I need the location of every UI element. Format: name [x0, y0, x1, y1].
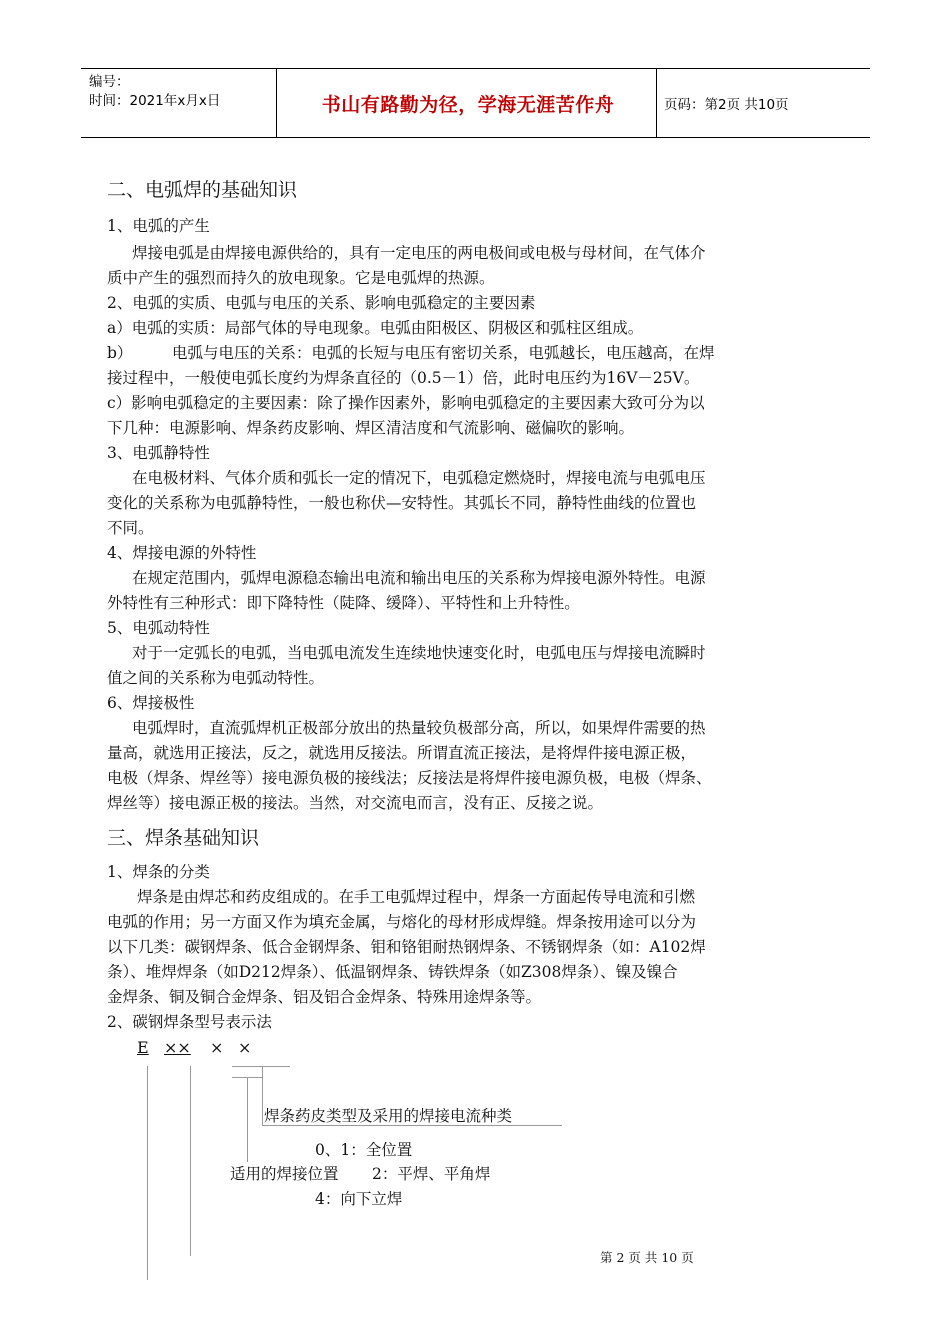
subsection-title: 6、焊接极性	[107, 694, 195, 712]
footer-page-number: 第 2 页 共 10 页	[600, 1250, 694, 1265]
code-strength-digits: ××	[164, 1038, 191, 1057]
subsection-title: 4、焊接电源的外特性	[107, 544, 257, 562]
leader-line	[147, 1066, 148, 1280]
position-label: 适用的焊接位置	[230, 1165, 339, 1183]
paragraph-line: 下几种：电源影响、焊条药皮影响、焊区清洁度和气流影响、磁偏吹的影响。	[107, 419, 635, 437]
section-heading: 二、电弧焊的基础知识	[107, 179, 298, 201]
paragraph-line: 值之间的关系称为电弧动特性。	[107, 669, 325, 687]
paragraph-line: 质中产生的强烈而持久的放电现象。它是电弧焊的热源。	[107, 269, 495, 287]
paragraph-line: 接过程中，一般使电弧长度约为焊条直径的（0.5－1）倍，此时电压约为16V－25V。	[107, 369, 700, 387]
paragraph-line: 变化的关系称为电弧静特性，一般也称伏—安特性。其弧长不同，静特性曲线的位置也	[107, 494, 697, 512]
paragraph-line: 条）、堆焊焊条（如D212焊条）、低温钢焊条、铸铁焊条（如Z308焊条）、镍及镍合	[107, 963, 678, 981]
paragraph-line: 焊丝等）接电源正极的接法。当然，对交流电而言，没有正、反接之说。	[107, 794, 604, 812]
paragraph-line: 电极（焊条、焊丝等）接电源负极的接线法；反接法是将焊件接电源负极，电极（焊条、	[107, 769, 712, 787]
subsection-title: 2、电弧的实质、电弧与电压的关系、影响电弧稳定的主要因素	[107, 294, 536, 312]
header-page-info: 页码：第2页 共10页	[664, 97, 789, 113]
leader-line	[232, 1066, 290, 1067]
paragraph-line: 电弧与电压的关系：电弧的长短与电压有密切关系，电弧越长，电压越高，在焊	[172, 344, 715, 362]
paragraph-line: a）电弧的实质：局部气体的导电现象。电弧由阳极区、阴极区和弧柱区组成。	[107, 319, 644, 337]
leader-line	[247, 1077, 248, 1162]
paragraph-line: 焊接电弧是由焊接电源供给的，具有一定电压的两电极间或电极与母材间，在气体介	[132, 244, 706, 262]
header-table	[81, 68, 870, 138]
header-divider	[276, 69, 277, 137]
paragraph-line: 电弧的作用；另一方面又作为填充金属，与熔化的母材形成焊缝。焊条按用途可以分为	[107, 913, 697, 931]
leader-line	[190, 1066, 191, 1256]
header-meta	[89, 73, 220, 111]
paragraph-line: 量高，就选用正接法，反之，就选用反接法。所谓直流正接法，是将焊件接电源正极，	[107, 744, 697, 762]
code-coating-digit: ×	[238, 1038, 252, 1057]
paragraph-line: 在规定范围内，弧焊电源稳态输出电流和输出电压的关系称为焊接电源外特性。电源	[132, 569, 706, 587]
paragraph-line: c）影响电弧稳定的主要因素：除了操作因素外，影响电弧稳定的主要因素大致可分为以	[107, 394, 705, 412]
leader-line	[262, 1066, 263, 1126]
paragraph-line: 以下几类：碳钢焊条、低合金钢焊条、钼和铬钼耐热钢焊条、不锈钢焊条（如：A102焊	[107, 938, 706, 956]
subsection-title: 5、电弧动特性	[107, 619, 210, 637]
paragraph-line: 焊条是由焊芯和药皮组成的。在手工电弧焊过程中，焊条一方面起传导电流和引燃	[137, 888, 696, 906]
header-motto: 书山有路勤为径，学海无涯苦作舟	[321, 93, 615, 116]
position-code-flat: 2：平焊、平角焊	[372, 1165, 491, 1183]
list-marker: b）	[107, 344, 133, 362]
coating-type-label: 焊条药皮类型及采用的焊接电流种类	[264, 1107, 513, 1125]
position-code-all: 0、1：全位置	[315, 1141, 413, 1159]
paragraph-line: 电弧焊时，直流弧焊机正极部分放出的热量较负极部分高，所以，如果焊件需要的热	[132, 719, 706, 737]
subsection-title: 1、焊条的分类	[107, 863, 210, 881]
paragraph-line: 在电极材料、气体介质和弧长一定的情况下，电弧稳定燃烧时，焊接电流与电弧电压	[132, 469, 706, 487]
paragraph-line: 金焊条、铜及铜合金焊条、铝及铝合金焊条、特殊用途焊条等。	[107, 988, 542, 1006]
paragraph-line: 不同。	[107, 519, 154, 537]
code-letter-e: E	[137, 1038, 149, 1057]
document-number-label: 编号：	[89, 74, 130, 90]
paragraph-line: 对于一定弧长的电弧，当电弧电流发生连续地快速变化时，电弧电压与焊接电流瞬时	[132, 644, 706, 662]
header-divider	[656, 69, 657, 137]
subsection-title: 3、电弧静特性	[107, 444, 210, 462]
code-position-digit: ×	[210, 1038, 224, 1057]
paragraph-line: 外特性有三种形式：即下降特性（陡降、缓降）、平特性和上升特性。	[107, 594, 580, 612]
subsection-title: 1、电弧的产生	[107, 217, 210, 235]
document-time: 时间：2021年x月x日	[89, 93, 221, 109]
subsection-title: 2、碳钢焊条型号表示法	[107, 1013, 272, 1031]
position-code-vertical-down: 4：向下立焊	[315, 1190, 403, 1208]
section-heading: 三、焊条基础知识	[107, 827, 260, 849]
